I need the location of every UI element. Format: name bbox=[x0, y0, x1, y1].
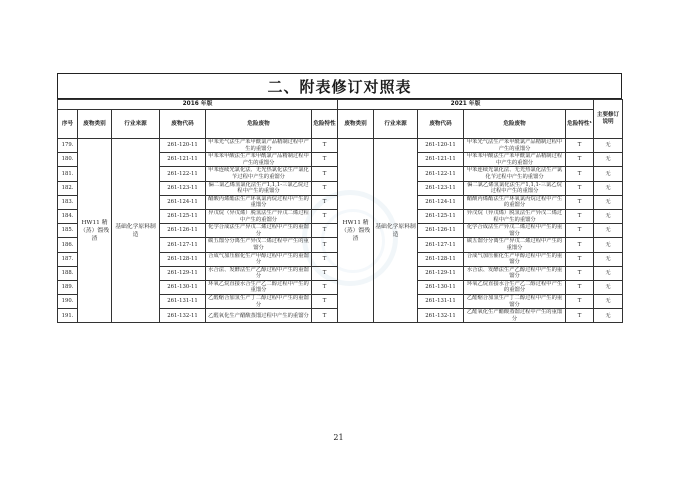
row-property-2021: T bbox=[566, 266, 594, 280]
row-code-2016: 261-120-11 bbox=[160, 139, 206, 153]
row-seq: 190. bbox=[58, 295, 78, 309]
row-waste-2021: 甲苯苯甲酸法生产苯甲酰氯产品精制过程中产生的重馏分 bbox=[464, 153, 566, 167]
row-waste-2021: 偏二氯乙烯氢氯化法生产1,1,1-三氯乙烷过程中产生的重馏分 bbox=[464, 181, 566, 195]
row-seq: 181. bbox=[58, 167, 78, 181]
row-code-2016: 261-125-11 bbox=[160, 209, 206, 223]
row-waste-2016: 乙醛缩合加氢生产丁二醇过程中产生的重馏分 bbox=[206, 295, 312, 309]
row-code-2021: 261-127-11 bbox=[418, 238, 464, 252]
row-property-2021: T bbox=[566, 209, 594, 223]
row-property-2021: T bbox=[566, 252, 594, 266]
row-waste-2021: 异戊烷（异戊烯）脱氢法生产异戊二烯过程中产生的重馏分 bbox=[464, 209, 566, 223]
row-note: 无 bbox=[594, 309, 623, 323]
row-waste-2021: 甲苯连续光氯化法、无光热氯化法生产氯化苄过程中产生的重馏分 bbox=[464, 167, 566, 181]
header-category-2021: 废物类别 bbox=[338, 110, 374, 139]
row-seq: 191. bbox=[58, 309, 78, 323]
row-property-2016: T bbox=[312, 209, 338, 223]
row-note: 无 bbox=[594, 195, 623, 209]
row-seq: 179. bbox=[58, 139, 78, 153]
row-property-2021: T bbox=[566, 295, 594, 309]
source-2016: 基础化学原料制造 bbox=[112, 139, 160, 323]
row-code-2021: 261-124-11 bbox=[418, 195, 464, 209]
row-property-2021: T bbox=[566, 280, 594, 294]
row-waste-2021: 醋酸丙烯酯法生产环氧氯丙烷过程中产生的重馏分 bbox=[464, 195, 566, 209]
row-note: 无 bbox=[594, 295, 623, 309]
row-code-2021: 261-125-11 bbox=[418, 209, 464, 223]
header-code-2021: 废物代码 bbox=[418, 110, 464, 139]
row-seq: 188. bbox=[58, 266, 78, 280]
row-note: 无 bbox=[594, 238, 623, 252]
row-property-2016: T bbox=[312, 181, 338, 195]
row-waste-2016: 醋酸丙烯酯法生产环氧氯丙烷过程中产生的重馏分 bbox=[206, 195, 312, 209]
row-code-2021: 261-129-11 bbox=[418, 266, 464, 280]
header-category: 废物类别 bbox=[78, 110, 112, 139]
row-note: 无 bbox=[594, 280, 623, 294]
row-code-2016: 261-124-11 bbox=[160, 195, 206, 209]
row-code-2016: 261-123-11 bbox=[160, 181, 206, 195]
row-property-2016: T bbox=[312, 224, 338, 238]
row-property-2016: T bbox=[312, 153, 338, 167]
row-code-2016: 261-126-11 bbox=[160, 224, 206, 238]
row-waste-2016: 化学合成法生产异戊二烯过程中产生的重馏分 bbox=[206, 224, 312, 238]
row-waste-2016: 偏二氯乙烯氢氯化法生产1,1,1-三氯乙烷过程中产生的重馏分 bbox=[206, 181, 312, 195]
row-property-2021: T bbox=[566, 167, 594, 181]
header-property: 危险特性 bbox=[312, 110, 338, 139]
row-property-2016: T bbox=[312, 266, 338, 280]
row-waste-2021: 甲苯光气法生产苯甲酰氯产品精制过程中产生的重馏分 bbox=[464, 139, 566, 153]
row-waste-2021: 环氧乙烷直接水合生产乙二醇过程中产生的重馏分 bbox=[464, 280, 566, 294]
row-property-2021: T bbox=[566, 181, 594, 195]
row-seq: 185. bbox=[58, 224, 78, 238]
table-row bbox=[58, 139, 623, 153]
revision-table bbox=[57, 99, 623, 323]
row-waste-2016: 水合法、发酵法生产乙醇过程中产生的重馏分 bbox=[206, 266, 312, 280]
header-source: 行业来源 bbox=[112, 110, 160, 139]
row-code-2021: 261-126-11 bbox=[418, 224, 464, 238]
row-code-2016: 261-130-11 bbox=[160, 280, 206, 294]
row-waste-2016: 甲苯苯甲酸法生产苯甲酰氯产品精制过程中产生的重馏分 bbox=[206, 153, 312, 167]
row-property-2016: T bbox=[312, 252, 338, 266]
row-code-2021: 261-120-11 bbox=[418, 139, 464, 153]
row-note: 无 bbox=[594, 224, 623, 238]
row-waste-2016: 甲苯连续光氯化法、无光热氯化法生产氯化苄过程中产生的重馏分 bbox=[206, 167, 312, 181]
row-code-2016: 261-122-11 bbox=[160, 167, 206, 181]
row-waste-2021: 乙醛氧化生产醋酸蒸馏过程中产生的重馏分 bbox=[464, 309, 566, 323]
row-seq: 182. bbox=[58, 181, 78, 195]
row-property-2021: T bbox=[566, 153, 594, 167]
source-2021: 基础化学原料制造 bbox=[374, 139, 418, 323]
row-note: 无 bbox=[594, 266, 623, 280]
row-waste-2021: 化学合成法生产异戊二烯过程中产生的重馏分 bbox=[464, 224, 566, 238]
header-waste-2021: 危险废物 bbox=[464, 110, 566, 139]
row-property-2016: T bbox=[312, 280, 338, 294]
category-2021: HW11 精（蒸）馏残渣 bbox=[338, 139, 374, 323]
row-code-2016: 261-127-11 bbox=[160, 238, 206, 252]
row-code-2021: 261-123-11 bbox=[418, 181, 464, 195]
row-property-2016: T bbox=[312, 238, 338, 252]
row-property-2021: T bbox=[566, 238, 594, 252]
header-2021-version: 2021 年版 bbox=[338, 100, 594, 110]
row-code-2016: 261-131-11 bbox=[160, 295, 206, 309]
row-seq: 186. bbox=[58, 238, 78, 252]
row-waste-2016: 异戊烷（异戊烯）脱氢法生产异戊二烯过程中产生的重馏分 bbox=[206, 209, 312, 223]
row-note: 无 bbox=[594, 252, 623, 266]
row-waste-2016: 甲苯光气法生产苯甲酰氯产品精制过程中产生的重馏分 bbox=[206, 139, 312, 153]
row-code-2016: 261-121-11 bbox=[160, 153, 206, 167]
row-note: 无 bbox=[594, 167, 623, 181]
row-property-2016: T bbox=[312, 309, 338, 323]
row-property-2016: T bbox=[312, 139, 338, 153]
row-waste-2016: 碳五馏分分离生产异戊二烯过程中产生的重馏分 bbox=[206, 238, 312, 252]
row-seq: 187. bbox=[58, 252, 78, 266]
row-code-2021: 261-121-11 bbox=[418, 153, 464, 167]
row-code-2016: 261-129-11 bbox=[160, 266, 206, 280]
row-seq: 189. bbox=[58, 280, 78, 294]
row-code-2021: 261-131-11 bbox=[418, 295, 464, 309]
row-seq: 180. bbox=[58, 153, 78, 167]
row-code-2021: 261-132-11 bbox=[418, 309, 464, 323]
row-code-2021: 261-128-11 bbox=[418, 252, 464, 266]
row-property-2016: T bbox=[312, 295, 338, 309]
header-property-2021: 危险特性¹ bbox=[566, 110, 594, 139]
row-waste-2016: 合成气加压催化生产甲醇过程中产生的重馏分 bbox=[206, 252, 312, 266]
header-source-2021: 行业来源 bbox=[374, 110, 418, 139]
row-seq: 184. bbox=[58, 209, 78, 223]
category-2016: HW11 精（蒸）馏残渣 bbox=[78, 139, 112, 323]
row-property-2016: T bbox=[312, 167, 338, 181]
table-body bbox=[58, 139, 623, 323]
row-code-2021: 261-122-11 bbox=[418, 167, 464, 181]
row-waste-2021: 碳五馏分分离生产异戊二烯过程中产生的重馏分 bbox=[464, 238, 566, 252]
row-note: 无 bbox=[594, 209, 623, 223]
header-note: 主要修订说明 bbox=[594, 100, 623, 139]
row-waste-2021: 合成气加压催化生产甲醇过程中产生的重馏分 bbox=[464, 252, 566, 266]
row-property-2021: T bbox=[566, 139, 594, 153]
row-property-2016: T bbox=[312, 195, 338, 209]
page-title: 二、附表修订对照表 bbox=[57, 73, 622, 99]
row-seq: 183. bbox=[58, 195, 78, 209]
row-code-2016: 261-128-11 bbox=[160, 252, 206, 266]
row-note: 无 bbox=[594, 153, 623, 167]
header-code: 废物代码 bbox=[160, 110, 206, 139]
row-waste-2016: 乙醛氧化生产醋酸蒸馏过程中产生的重馏分 bbox=[206, 309, 312, 323]
row-code-2021: 261-130-11 bbox=[418, 280, 464, 294]
header-seq: 序号 bbox=[58, 110, 78, 139]
row-code-2016: 261-132-11 bbox=[160, 309, 206, 323]
header-waste: 危险废物 bbox=[206, 110, 312, 139]
row-waste-2021: 水合法、发酵法生产乙醇过程中产生的重馏分 bbox=[464, 266, 566, 280]
row-note: 无 bbox=[594, 181, 623, 195]
page-number: 21 bbox=[333, 433, 344, 442]
row-property-2021: T bbox=[566, 309, 594, 323]
header-2016-version: 2016 年版 bbox=[58, 100, 338, 110]
row-property-2021: T bbox=[566, 195, 594, 209]
row-note: 无 bbox=[594, 139, 623, 153]
row-waste-2016: 环氧乙烷直接水合生产乙二醇过程中产生的重馏分 bbox=[206, 280, 312, 294]
row-waste-2021: 乙醛缩合加氢生产丁二醇过程中产生的重馏分 bbox=[464, 295, 566, 309]
row-property-2021: T bbox=[566, 224, 594, 238]
